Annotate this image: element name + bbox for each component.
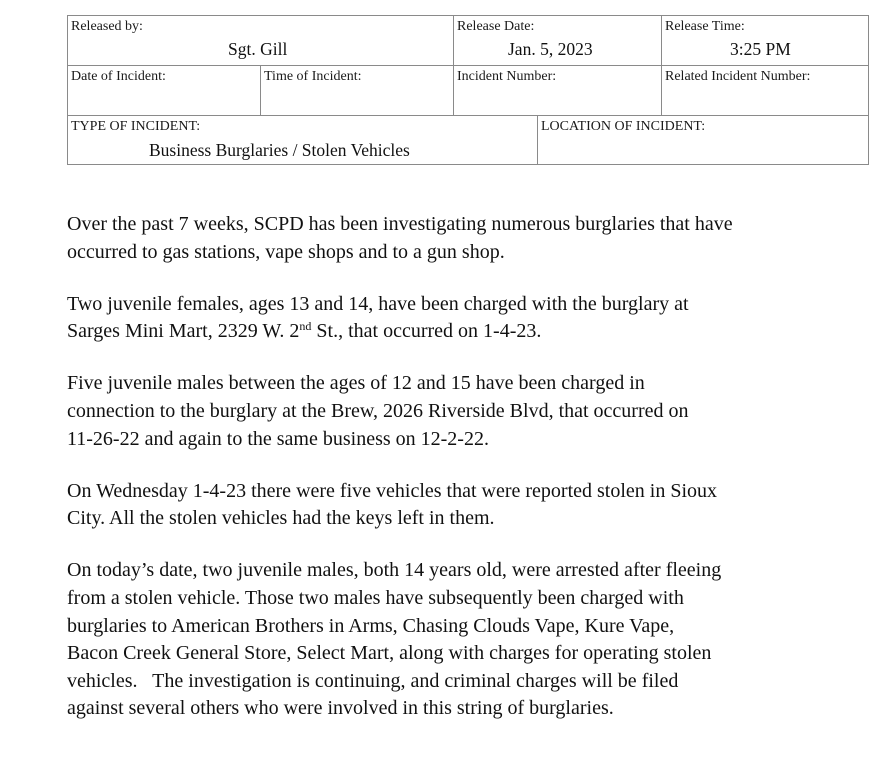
paragraph-line: against several others who were involved in this string of burglaries. [67,697,614,720]
paragraph-juvenile-males-brew [67,370,877,453]
paragraph-juvenile-females [67,291,877,346]
release-info-form [67,15,869,165]
press-release-body [67,211,877,747]
paragraph-line: Over the past 7 weeks, SCPD has been investigating numerous burglaries that have [67,213,733,235]
incident-number-cell [454,66,661,115]
paragraph-line: Five juvenile males between the ages of 12 and 15 have been charged in [67,372,645,395]
line-text: St., that occurred on 1-4-23. [311,320,542,343]
location-of-incident-cell [538,116,868,164]
type-of-incident-label: TYPE OF INCIDENT: [71,119,201,134]
incident-number-label: Incident Number: [457,69,557,84]
released-by-label: Released by: [71,19,143,34]
related-incident-number-label: Related Incident Number: [665,69,811,84]
release-date-cell [454,16,661,65]
type-of-incident-cell [68,116,537,164]
released-by-value: Sgt. Gill [228,39,288,59]
released-by-cell [68,16,453,65]
release-date-value: Jan. 5, 2023 [508,39,593,59]
paragraph-line: vehicles. The investigation is continuing, and criminal charges will be filed [67,669,679,692]
release-date-label: Release Date: [457,19,535,34]
paragraph-line: occurred to gas stations, vape shops and to a gun shop. [67,240,505,263]
related-incident-number-cell [662,66,868,115]
time-of-incident-label: Time of Incident: [264,69,362,84]
time-of-incident-cell [261,66,453,115]
location-of-incident-label: LOCATION OF INCIDENT: [541,119,706,134]
paragraph-line [67,318,877,346]
release-time-label: Release Time: [665,19,745,34]
paragraph-stolen-vehicles [67,478,877,533]
paragraph-line: City. All the stolen vehicles had the keys left in them. [67,507,495,530]
paragraph-line: Two juvenile females, ages 13 and 14, have been charged with the burglary at [67,292,689,315]
paragraph-investigation-overview [67,211,877,266]
date-of-incident-cell [68,66,260,115]
date-of-incident-label: Date of Incident: [71,69,166,84]
paragraph-arrests-today [67,557,877,723]
ordinal-suffix: nd [299,319,312,334]
paragraph-line: from a stolen vehicle. Those two males have subsequently been charged with [67,586,684,609]
line-text: Sarges Mini Mart, 2329 W. 2 [67,320,300,343]
paragraph-line: burglaries to American Brothers in Arms, Chasing Clouds Vape, Kure Vape, [67,614,675,637]
paragraph-line: Bacon Creek General Store, Select Mart, along with charges for operating stolen [67,642,712,665]
paragraph-line: On today’s date, two juvenile males, both 14 years old, were arrested after fleeing [67,559,722,582]
type-of-incident-value: Business Burglaries / Stolen Vehicles [149,140,410,160]
paragraph-line: connection to the burglary at the Brew, 2026 Riverside Blvd, that occurred on [67,399,689,422]
release-time-cell [662,16,868,65]
paragraph-line: On Wednesday 1-4-23 there were five vehicles that were reported stolen in Sioux [67,479,718,502]
paragraph-line: 11-26-22 and again to the same business on 12-2-22. [67,427,489,450]
release-time-value: 3:25 PM [730,39,791,59]
